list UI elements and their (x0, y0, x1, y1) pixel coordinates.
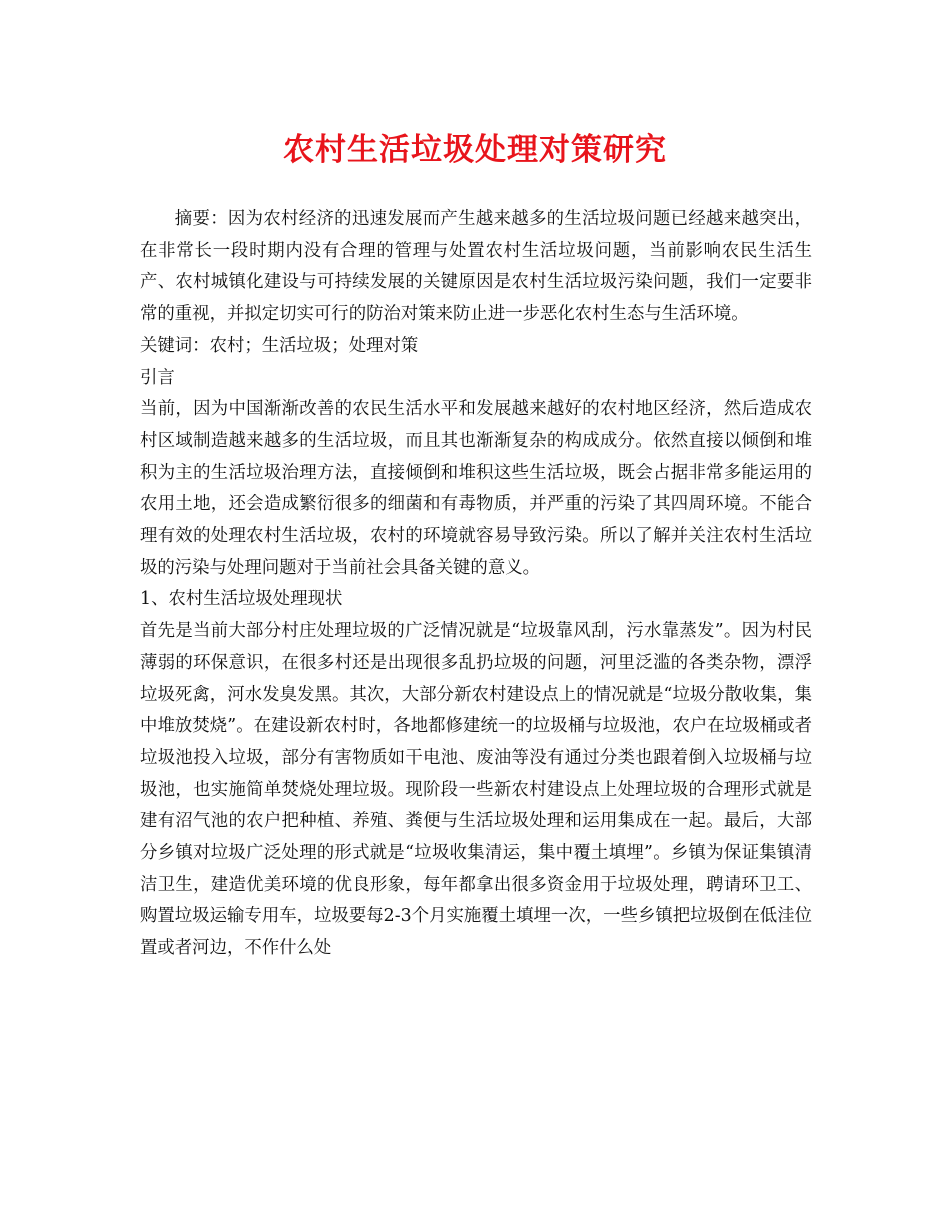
section1-paragraph: 首先是当前大部分村庄处理垃圾的广泛情况就是“垃圾靠风刮，污水靠蒸发”。因为村民薄弱的环保意识，在很多村还是出现很多乱扔垃圾的问题，河里泛滥的各类杂物，漂浮垃圾死禽，河水发臭发黑。其次，大部分新农村建设点上的情况就是“垃圾分散收集，集中堆放焚烧”。在建设新农村时，各地都修建统一的垃圾桶与垃圾池，农户在垃圾桶或者垃圾池投入垃圾，部分有害物质如干电池、废油等没有通过分类也跟着倒入垃圾桶与垃圾池，也实施简单焚烧处理垃圾。现阶段一些新农村建设点上处理垃圾的合理形式就是建有沼气池的农户把种植、养殖、粪便与生活垃圾处理和运用集成在一起。最后，大部分乡镇对垃圾广泛处理的形式就是“垃圾收集清运，集中覆土填埋”。乡镇为保证集镇清洁卫生，建造优美环境的优良形象，每年都拿出很多资金用于垃圾处理，聘请环卫工、购置垃圾运输专用车，垃圾要每2-3个月实施覆土填埋一次，一些乡镇把垃圾倒在低洼位置或者河边，不作什么处 (140, 621, 812, 959)
document-body (140, 204, 812, 965)
abstract-paragraph: 摘要：因为农村经济的迅速发展而产生越来越多的生活垃圾问题已经越来越突出，在非常长一段时期内没有合理的管理与处置农村生活垃圾问题，当前影响农民生活生产、农村城镇化建设与可持续发展的关键原因是农村生活垃圾污染问题，我们一定要非常的重视，并拟定切实可行的防治对策来防止进一步恶化农村生态与生活环境。 (140, 209, 812, 325)
section1-heading: 1、农村生活垃圾处理现状 (140, 589, 343, 610)
document-title: 农村生活垃圾处理对策研究 (283, 132, 667, 168)
intro-heading: 引言 (140, 367, 175, 388)
intro-paragraph: 当前，因为中国渐渐改善的农民生活水平和发展越来越好的农村地区经济，然后造成农村区域制造越来越多的生活垃圾，而且其也渐渐复杂的构成成分。依然直接以倾倒和堆积为主的生活垃圾治理方法，直接倾倒和堆积这些生活垃圾，既会占据非常多能运用的农用土地，还会造成繁衍很多的细菌和有毒物质，并严重的污染了其四周环境。不能合理有效的处理农村生活垃圾，农村的环境就容易导致污染。所以了解并关注农村生活垃圾的污染与处理问题对于当前社会具备关键的意义。 (140, 399, 812, 578)
keywords-line: 关键词：农村；生活垃圾；处理对策 (140, 335, 419, 356)
